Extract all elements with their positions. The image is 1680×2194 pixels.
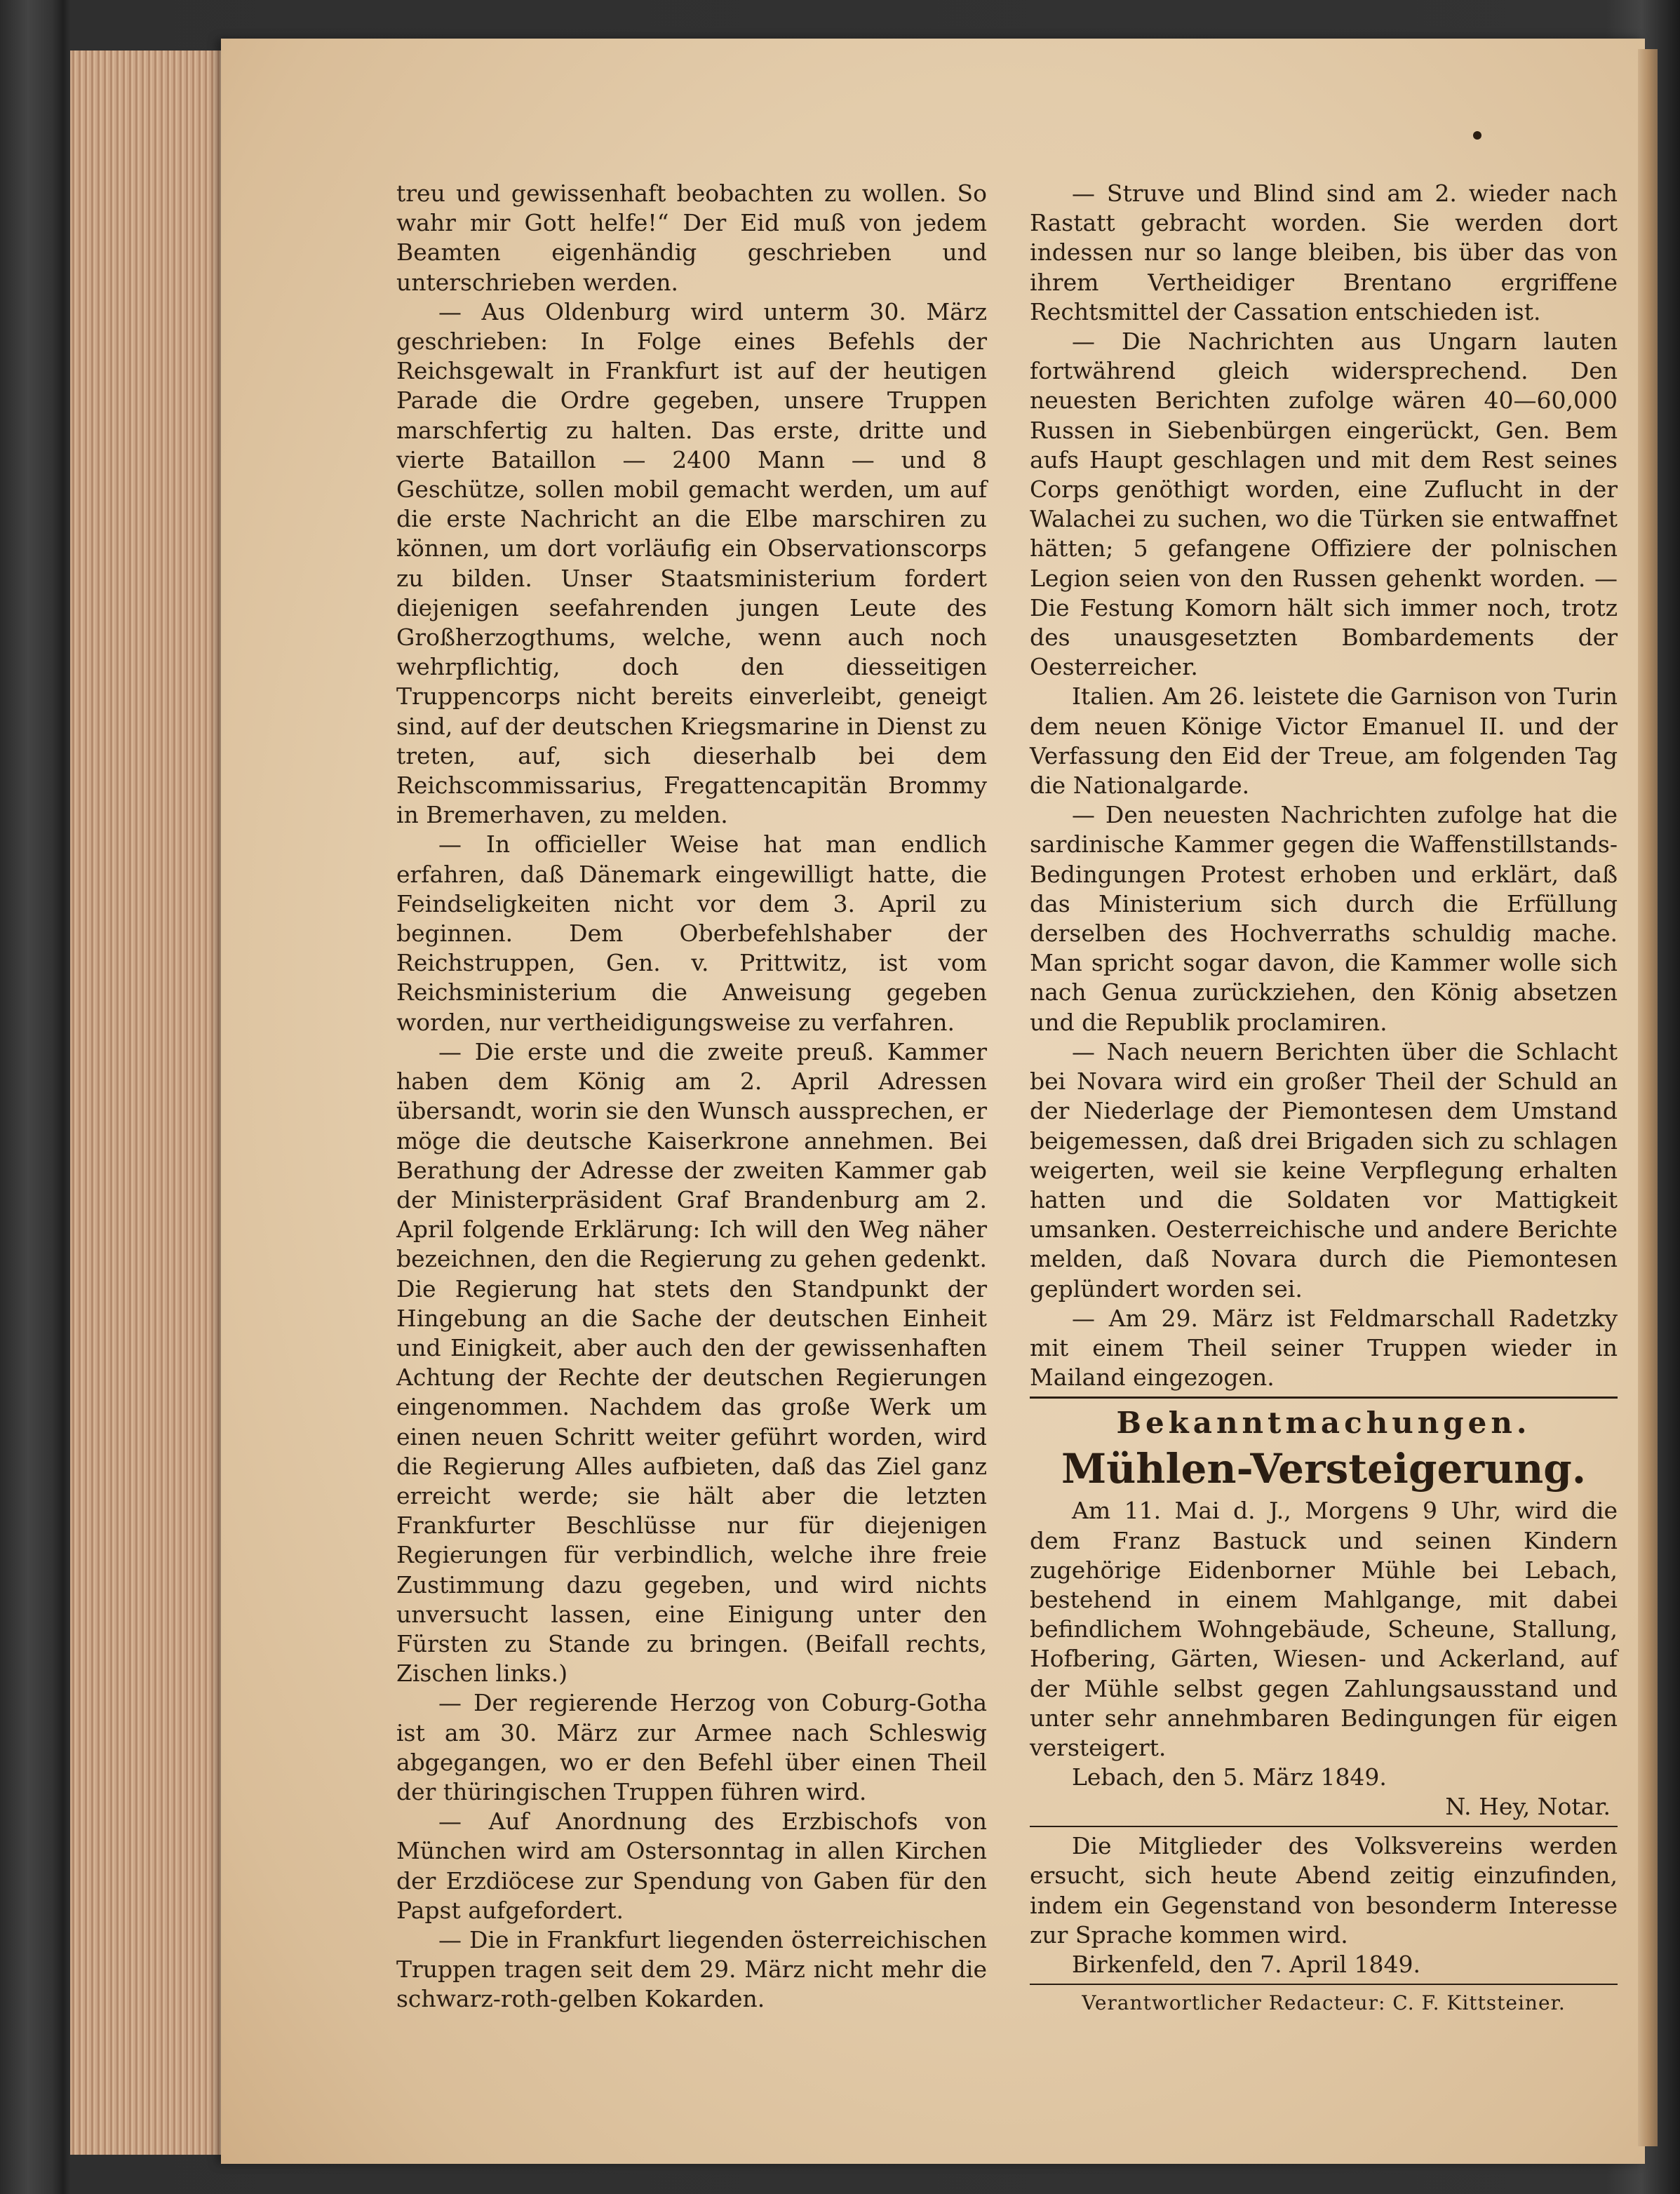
paragraph-munich-archbishop: — Auf Anordnung des Erzbischofs von München wird am Ostersonntag in allen Kirchen der Erzdiöcese zur Spendung von Gaben für den Papst aufgefordert. [396,1808,987,1924]
left-column [396,179,987,2014]
paragraph-oldenburg: — Aus Oldenburg wird unterm 30. März geschrieben: In Folge eines Befehls der Reichsgewalt in Frankfurt ist auf der heutigen Parade die Ordre gegeben, unsere Truppen marschfertig zu halten. Das erste, dritte und vierte Bataillon — 2400 Mann — und 8 Geschütze, sollen mobil gemacht werden, um auf die erste Nachricht an die Elbe marschiren zu können, um dort vorläufig ein Observationscorps zu bilden. Unser Staatsministerium fordert diejenigen seefahrenden jungen Leute des Großherzogthums, welche, wenn auch noch wehrpflichtig, doch den diesseitigen Truppencorps nicht bereits einverleibt, geneigt sind, auf der deutschen Kriegsmarine in Dienst zu treten, auf, sich dieserhalb bei dem Reichscommissarius, Fregattencapitän Brommy in Bremerhaven, zu melden. [396,297,987,829]
paragraph-hungary: — Die Nachrichten aus Ungarn lauten fortwährend gleich widersprechend. Den neuesten Berichten zufolge wären 40—60,000 Russen in Siebenbürgen eingerückt, Gen. Bem aufs Haupt geschlagen und mit dem Rest seines Corps genöthigt worden, eine Zuflucht in der Walachei zu suchen, wo die Türken sie entwaffnet hätten; 5 gefangene Offiziere der polnischen Legion seien von den Russen gehenkt worden. — Die Festung Komorn hält sich immer noch, trotz des unausgesetzten Bombardements der Oesterreicher. [1030,328,1618,681]
right-column [1030,179,1618,2017]
paragraph-austrian-troops: — Die in Frankfurt liegenden österreichischen Truppen tragen seit dem 29. März nicht mehr die schwarz-roth-gelben Kokarden. [396,1925,987,2013]
ink-dot [1473,131,1481,140]
footer-rule [1030,1984,1618,1985]
announcements-heading: Bekanntmachungen. [1116,1406,1531,1441]
notice-text: Die Mitglieder des Volksvereins werden ersucht, sich heute Abend zeitig einzufinden, indem ein Gegenstand von besonderm Interesse zur Sprache kommen wird. [1030,1832,1618,1949]
paragraph-radetzky: — Am 29. März ist Feldmarschall Radetzky mit einem Theil seiner Truppen wieder in Mailand eingezogen. [1030,1304,1618,1392]
notice-rule [1030,1826,1618,1827]
paragraph-italy: Italien. Am 26. leistete die Garnison von Turin dem neuen Könige Victor Emanuel II. und der Verfassung den Eid der Treue, am folgenden Tag die Nationalgarde. [1030,682,1618,800]
page-right-edge [1638,49,1658,2146]
section-rule [1030,1397,1618,1399]
paragraph-prussian-chambers: — Die erste und die zweite preuß. Kammer haben dem König am 2. April Adressen übersandt, worin sie den Wunsch aussprechen, er möge die deutsche Kaiserkrone annehmen. Bei Berathung der Adresse der zweiten Kammer gab der Ministerpräsident Graf Brandenburg am 2. April folgende Erklärung: Ich will den Weg näher bezeichnen, den die Regierung zu gehen gedenkt. Die Regierung hat stets den Standpunkt der Hingebung an die Sache der deutschen Einheit und Einigkeit, aber auch den der gewissenhaften Achtung der Rechte der deutschen Regierungen eingenommen. Nachdem das große Werk um einen neuen Schritt weiter geführt worden, wird die Regierung Alles aufbieten, daß das Ziel ganz erreicht werde; sie hält aber die letzten Frankfurter Beschlüsse nur für diejenigen Regierungen für verbindlich, welche ihre freie Zustimmung dazu gegeben, und wird nichts unversucht lassen, eine Einigung unter den Fürsten zu Stande zu bringen. (Beifall rechts, Zischen links.) [396,1037,987,1688]
paragraph-sardinian-chamber: — Den neuesten Nachrichten zufolge hat die sardinische Kammer gegen die Waffenstillstands-Bedingungen Protest erhoben und erklärt, daß das Ministerium sich durch die Erfüllung derselben des Hochverraths schuldig mache. Man spricht sogar davon, die Kammer wolle sich nach Genua zurückziehen, den König absetzen und die Republik proclamiren. [1030,801,1618,1036]
notice-date: Birkenfeld, den 7. April 1849. [1072,1950,1420,1978]
auction-signature: N. Hey, Notar. [1445,1793,1611,1821]
paragraph-struve-blind: — Struve und Blind sind am 2. wieder nach Rastatt gebracht worden. Sie werden dort indessen nur so lange bleiben, bis über das von ihrem Vertheidiger Brentano ergriffene Rechtsmittel der Cassation entschieden ist. [1030,180,1618,325]
paragraph-oath-end: treu und gewissenhaft beobachten zu wollen. So wahr mir Gott helfe!“ Der Eid muß von jedem Beamten eigenhändig geschrieben und unterschrieben werden. [396,180,987,296]
paragraph-denmark: — In officieller Weise hat man endlich erfahren, daß Dänemark eingewilligt hatte, die Feindseligkeiten nicht vor dem 3. April zu beginnen. Dem Oberbefehlshaber der Reichstruppen, Gen. v. Prittwitz, ist vom Reichsministerium die Anweisung gegeben worden, nur vertheidigungsweise zu verfahren. [396,830,987,1036]
paragraph-coburg-gotha: — Der regierende Herzog von Coburg-Gotha ist am 30. März zur Armee nach Schleswig abgegangen, wo er den Befehl über einen Theil der thüringischen Truppen führen wird. [396,1689,987,1805]
editor-line: Verantwortlicher Redacteur: C. F. Kittsteiner. [1082,1991,1566,2014]
page-edges [70,51,246,2155]
paragraph-novara: — Nach neuern Berichten über die Schlacht bei Novara wird ein großer Theil der Schuld an der Niederlage der Piemontesen dem Umstand beigemessen, daß drei Brigaden sich zu schlagen weigerten, weil sie keine Verpflegung erhalten hatten und die Soldaten vor Mattigkeit umsanken. Oesterreichische und andere Berichte melden, daß Novara durch die Piemontesen geplündert worden sei. [1030,1037,1618,1303]
auction-date: Lebach, den 5. März 1849. [1072,1763,1387,1791]
auction-title: Mühlen-Versteigerung. [1061,1445,1587,1493]
auction-text: Am 11. Mai d. J., Morgens 9 Uhr, wird die dem Franz Bastuck und seinen Kindern zugehörige Eidenborner Mühle bei Lebach, bestehend in einem Mahlgange, mit dabei befindlichem Wohngebäude, Scheune, Stallung, Hofbering, Gärten, Wiesen- und Ackerland, auf der Mühle selbst gegen Zahlungsausstand und unter sehr annehmbaren Bedingungen für eigen versteigert. [1030,1497,1618,1761]
